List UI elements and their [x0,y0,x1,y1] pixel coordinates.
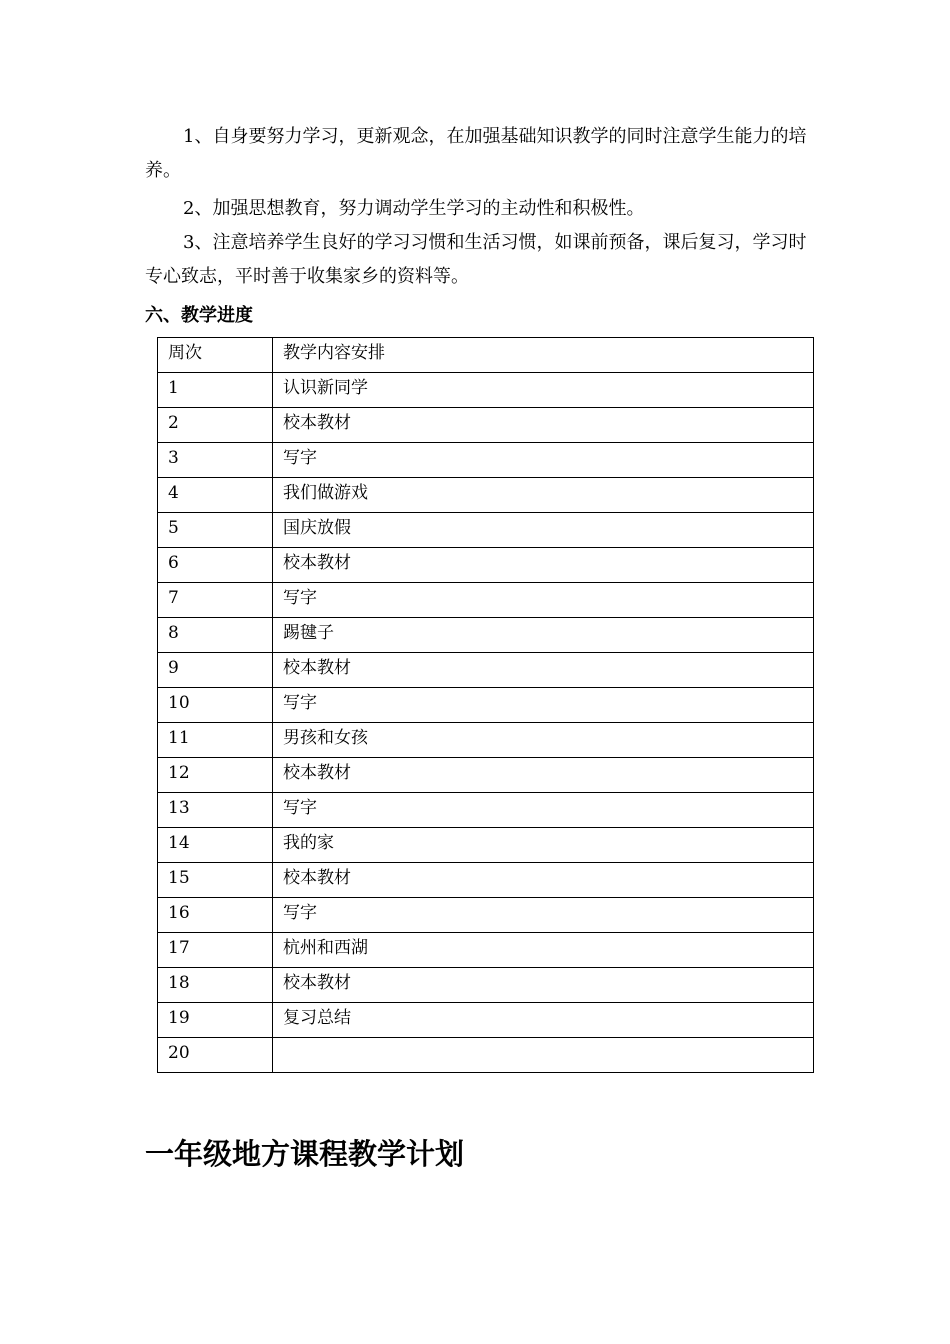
week-cell: 7 [158,583,273,618]
document-title: 一年级地方课程教学计划 [145,1137,465,1171]
content-cell: 校本教材 [273,548,814,583]
table-row [158,443,814,478]
week-cell: 14 [158,828,273,863]
week-cell: 1 [158,373,273,408]
table-row [158,933,814,968]
table-row [158,513,814,548]
table-row [158,968,814,1003]
content-cell: 校本教材 [273,653,814,688]
week-cell: 10 [158,688,273,723]
content-cell: 我的家 [273,828,814,863]
week-cell: 13 [158,793,273,828]
table-row [158,408,814,443]
week-cell: 16 [158,898,273,933]
week-cell: 6 [158,548,273,583]
table-row [158,548,814,583]
content-cell: 写字 [273,583,814,618]
teaching-schedule-table [157,337,814,1073]
content-cell: 杭州和西湖 [273,933,814,968]
content-cell: 写字 [273,793,814,828]
week-cell: 20 [158,1038,273,1073]
week-cell: 11 [158,723,273,758]
content-cell: 校本教材 [273,758,814,793]
content-cell: 我们做游戏 [273,478,814,513]
table-row [158,898,814,933]
content-cell: 认识新同学 [273,373,814,408]
week-cell: 9 [158,653,273,688]
column-header-content: 教学内容安排 [273,338,814,373]
table-row [158,653,814,688]
week-cell: 18 [158,968,273,1003]
table-row [158,478,814,513]
table-row [158,828,814,863]
table-row [158,723,814,758]
paragraph-ideology-education: 2、加强思想教育，努力调动学生学习的主动性和积极性。 [183,198,645,219]
column-header-week: 周次 [158,338,273,373]
table-header-row [158,338,814,373]
content-cell: 校本教材 [273,968,814,1003]
section-heading-teaching-progress: 六、教学进度 [145,305,253,326]
table-row [158,863,814,898]
table-row [158,373,814,408]
content-cell: 国庆放假 [273,513,814,548]
content-cell: 踢毽子 [273,618,814,653]
week-cell: 3 [158,443,273,478]
table-row [158,583,814,618]
content-cell: 写字 [273,688,814,723]
content-cell: 男孩和女孩 [273,723,814,758]
week-cell: 5 [158,513,273,548]
week-cell: 19 [158,1003,273,1038]
table-row [158,1038,814,1073]
paragraph-self-study: 1、自身要努力学习，更新观念，在加强基础知识教学的同时注意学生能力的培养。 [145,126,807,181]
table-row [158,758,814,793]
week-cell: 2 [158,408,273,443]
paragraph-study-habits: 3、注意培养学生良好的学习习惯和生活习惯，如课前预备，课后复习，学习时专心致志，平时善于收集家乡的资料等。 [145,232,807,287]
content-cell: 校本教材 [273,863,814,898]
table-row [158,688,814,723]
week-cell: 8 [158,618,273,653]
content-cell: 复习总结 [273,1003,814,1038]
content-cell: 写字 [273,443,814,478]
content-cell: 校本教材 [273,408,814,443]
week-cell: 17 [158,933,273,968]
table-row [158,618,814,653]
week-cell: 12 [158,758,273,793]
week-cell: 15 [158,863,273,898]
table-row [158,1003,814,1038]
content-cell [273,1038,814,1073]
content-cell: 写字 [273,898,814,933]
table-row [158,793,814,828]
week-cell: 4 [158,478,273,513]
